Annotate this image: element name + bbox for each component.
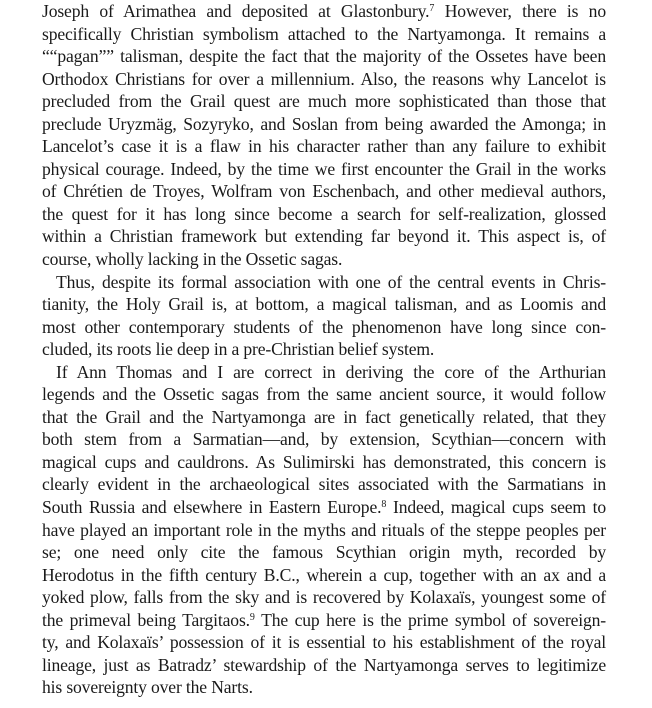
text-line [42, 676, 606, 699]
text-line [42, 361, 606, 384]
text-run: clearly evident in the archaeological sites associated with the Sarmatians in [42, 474, 606, 495]
text-line [42, 519, 606, 542]
text-line [42, 203, 606, 226]
text-run: ““pagan”” talisman, despite the fact that the majority of the Ossetes have been [42, 46, 606, 67]
text-line [42, 271, 606, 294]
text-run: his sovereignty over the Narts. [42, 677, 253, 698]
text-line [42, 113, 606, 136]
text-run: the quest for it has long since become a search for self-realization, glossed [42, 203, 606, 224]
text-run: The cup here is the prime symbol of sovereign- [254, 609, 606, 630]
text-line [42, 564, 606, 587]
paragraph [42, 361, 606, 699]
text-run: Herodotus in the fifth century B.C., wherein a cup, together with an ax and a [42, 564, 606, 585]
text-line [42, 496, 606, 519]
text-line [42, 158, 606, 181]
text-run: magical cups and cauldrons. As Sulimirski has demonstrated, this concern is [42, 451, 606, 472]
text-run: However, there is no [434, 1, 606, 21]
text-run: precluded from the Grail quest are much more sophisticated than those that [42, 91, 606, 112]
text-line [42, 631, 606, 654]
text-run: ty, and Kolaxaïs’ possession of it is essential to his establishment of the royal [42, 632, 606, 653]
text-line [42, 428, 606, 451]
text-line [42, 541, 606, 564]
text-run: physical courage. Indeed, by the time we first encounter the Grail in the works [42, 158, 606, 179]
text-run: of Chrétien de Troyes, Wolfram von Eschenbach, and other medieval authors, [42, 181, 606, 202]
text-run: that the Grail and the Nartyamonga are in fact genetically related, that they [42, 406, 606, 427]
text-run: most other contemporary students of the phenomenon have long since con- [42, 316, 606, 337]
text-run: cluded, its roots lie deep in a pre-Christian belief system. [42, 339, 435, 360]
text-run: se; one need only cite the famous Scythian origin myth, recorded by [42, 542, 606, 563]
document-page [42, 0, 606, 699]
text-run: course, wholly lacking in the Ossetic sagas. [42, 249, 343, 270]
text-line [42, 248, 606, 271]
text-line [42, 473, 606, 496]
text-run: have played an important role in the myths and rituals of the steppe peoples per [42, 519, 606, 540]
text-line [42, 609, 606, 632]
text-line [42, 45, 606, 68]
text-run: South Russia and elsewhere in Eastern Europe. [42, 497, 382, 518]
text-run: preclude Uryzmäg, Sozyryko, and Soslan from being awarded the Amonga; in [42, 113, 606, 134]
text-run: Indeed, magical cups seem to [386, 497, 606, 518]
text-run: lineage, just as Batradz’ stewardship of the Nartyamonga serves to legitimize [42, 654, 606, 675]
text-line [42, 654, 606, 677]
text-line [42, 451, 606, 474]
text-line [42, 90, 606, 113]
text-run: both stem from a Sarmatian—and, by extension, Scythian—concern with [42, 429, 606, 450]
text-line [42, 0, 606, 23]
text-line [42, 23, 606, 46]
paragraph [42, 271, 606, 361]
text-run: tianity, the Holy Grail is, at bottom, a magical talisman, and as Loomis and [42, 294, 606, 315]
text-line [42, 68, 606, 91]
text-run: Lancelot’s case it is a flaw in his character rather than any failure to exhibit [42, 136, 606, 157]
footnote-reference[interactable]: 7 [429, 3, 435, 14]
text-run: yoked plow, falls from the sky and is recovered by Kolaxaïs, youngest some of [42, 587, 606, 608]
text-line [42, 293, 606, 316]
text-run: If Ann Thomas and I are correct in deriving the core of the Arthurian [56, 361, 606, 382]
text-line [42, 225, 606, 248]
text-line [42, 406, 606, 429]
text-line [42, 316, 606, 339]
text-run: within a Christian framework but extending far beyond it. This aspect is, of [42, 226, 606, 247]
text-line [42, 135, 606, 158]
text-line [42, 338, 606, 361]
text-line [42, 180, 606, 203]
footnote-reference[interactable]: 8 [381, 499, 387, 511]
text-run: legends and the Ossetic sagas from the same ancient source, it would follow [42, 384, 606, 405]
paragraph [42, 0, 606, 271]
text-run: the primeval being Targitaos. [42, 609, 250, 630]
footnote-reference[interactable]: 9 [249, 611, 255, 623]
text-run: Thus, despite its formal association with one of the central events in Chris- [56, 271, 606, 292]
text-line [42, 586, 606, 609]
text-run: specifically Christian symbolism attached to the Nartyamonga. It remains a [42, 23, 606, 44]
text-line [42, 383, 606, 406]
text-run: Joseph of Arimathea and deposited at Glastonbury. [42, 1, 430, 21]
text-run: Orthodox Christians for over a millennium. Also, the reasons why Lancelot is [42, 68, 606, 89]
